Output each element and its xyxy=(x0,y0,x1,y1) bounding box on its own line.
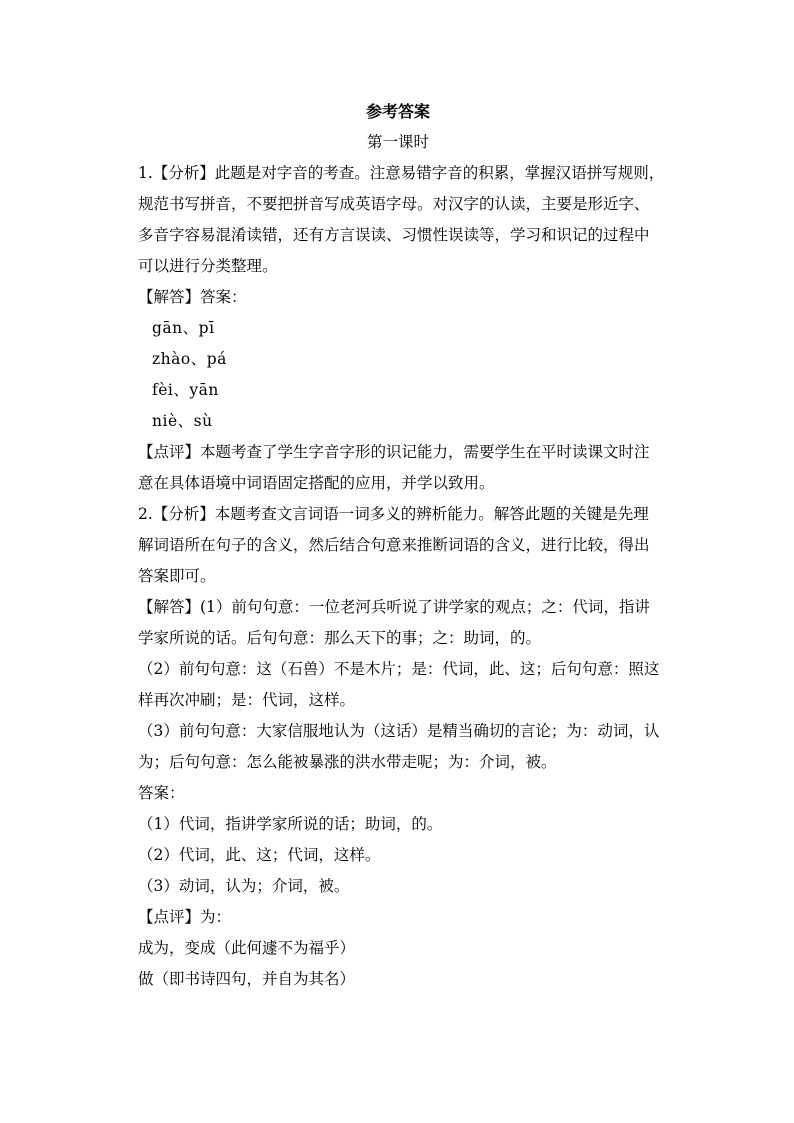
q2-comment-line: 做（即书诗四句，并自为其名） xyxy=(138,970,356,988)
page-title: 参考答案 xyxy=(365,102,430,121)
document-page xyxy=(138,96,665,995)
q1-comment-line: 【点评】本题考查了学生字音字形的识记能力，需要学生在平时读课文时注 xyxy=(138,443,650,461)
q2-answer-label: 答案： xyxy=(138,784,185,802)
q1-pinyin-item: zhào、pá xyxy=(152,350,227,368)
q2-solution-line: 学家所说的话。后句句意：那么天下的事；之：助词，的。 xyxy=(138,629,542,647)
q2-analysis-line: 2.【分析】本题考查文言词语一词多义的辨析能力。解答此题的关键是先理 xyxy=(138,505,649,523)
q2-solution-line: 为；后句句意：怎么能被暴涨的洪水带走呢；为：介词，被。 xyxy=(138,753,557,771)
q1-analysis-line: 规范书写拼音，不要把拼音写成英语字母。对汉字的认读，主要是形近字、 xyxy=(138,195,650,213)
q1-analysis xyxy=(138,158,665,282)
q2-analysis xyxy=(138,499,658,592)
q2-analysis-line: 答案即可。 xyxy=(138,567,216,585)
q1-pinyin-item: niè、sù xyxy=(152,412,213,430)
q1-analysis-line: 1.【分析】此题是对字音的考查。注意易错字音的积累，掌握汉语拼写规则， xyxy=(138,164,665,182)
q1-comment-line: 意在具体语境中词语固定搭配的应用，并学以致用。 xyxy=(138,474,495,492)
q2-comment xyxy=(138,902,658,995)
q2-solution-line: 样再次冲刷；是：代词，这样。 xyxy=(138,691,356,709)
q2-solution-line: （3）前句句意：大家信服地认为（这话）是精当确切的言论；为：动词，认 xyxy=(138,722,660,740)
q2-comment-line: 成为，变成（此何遽不为福乎） xyxy=(138,939,356,957)
q2-answer-item: （1）代词，指讲学家所说的话；助词，的。 xyxy=(138,815,443,833)
q2-solution xyxy=(138,592,658,778)
q2-solution-line: 【解答】(1）前句句意：一位老河兵听说了讲学家的观点；之：代词，指讲 xyxy=(138,598,650,616)
q2-answer-item: （2）代词，此、这；代词，这样。 xyxy=(138,846,381,864)
q1-pinyin-item: gān、pī xyxy=(152,319,215,337)
q2-solution-line: （2）前句句意：这（石兽）不是木片；是：代词，此、这；后句句意：照这 xyxy=(138,660,660,678)
q2-comment-line: 【点评】为： xyxy=(138,908,232,926)
q1-pinyin-item: fèi、yān xyxy=(152,381,219,399)
page-subtitle: 第一课时 xyxy=(366,133,429,151)
q2-analysis-line: 解词语所在句子的含义，然后结合句意来推断词语的含义，进行比较，得出 xyxy=(138,536,650,554)
q1-pinyin-list xyxy=(138,313,658,437)
q1-comment xyxy=(138,437,658,499)
q1-analysis-line: 可以进行分类整理。 xyxy=(138,257,278,275)
q1-analysis-line: 多音字容易混淆读错，还有方言误读、习惯性误读等，学习和识记的过程中 xyxy=(138,226,650,244)
q2-answer-item: （3）动词，认为；介词，被。 xyxy=(138,877,350,895)
q1-answer-label: 【解答】答案： xyxy=(138,288,247,306)
q2-answers xyxy=(138,809,658,902)
